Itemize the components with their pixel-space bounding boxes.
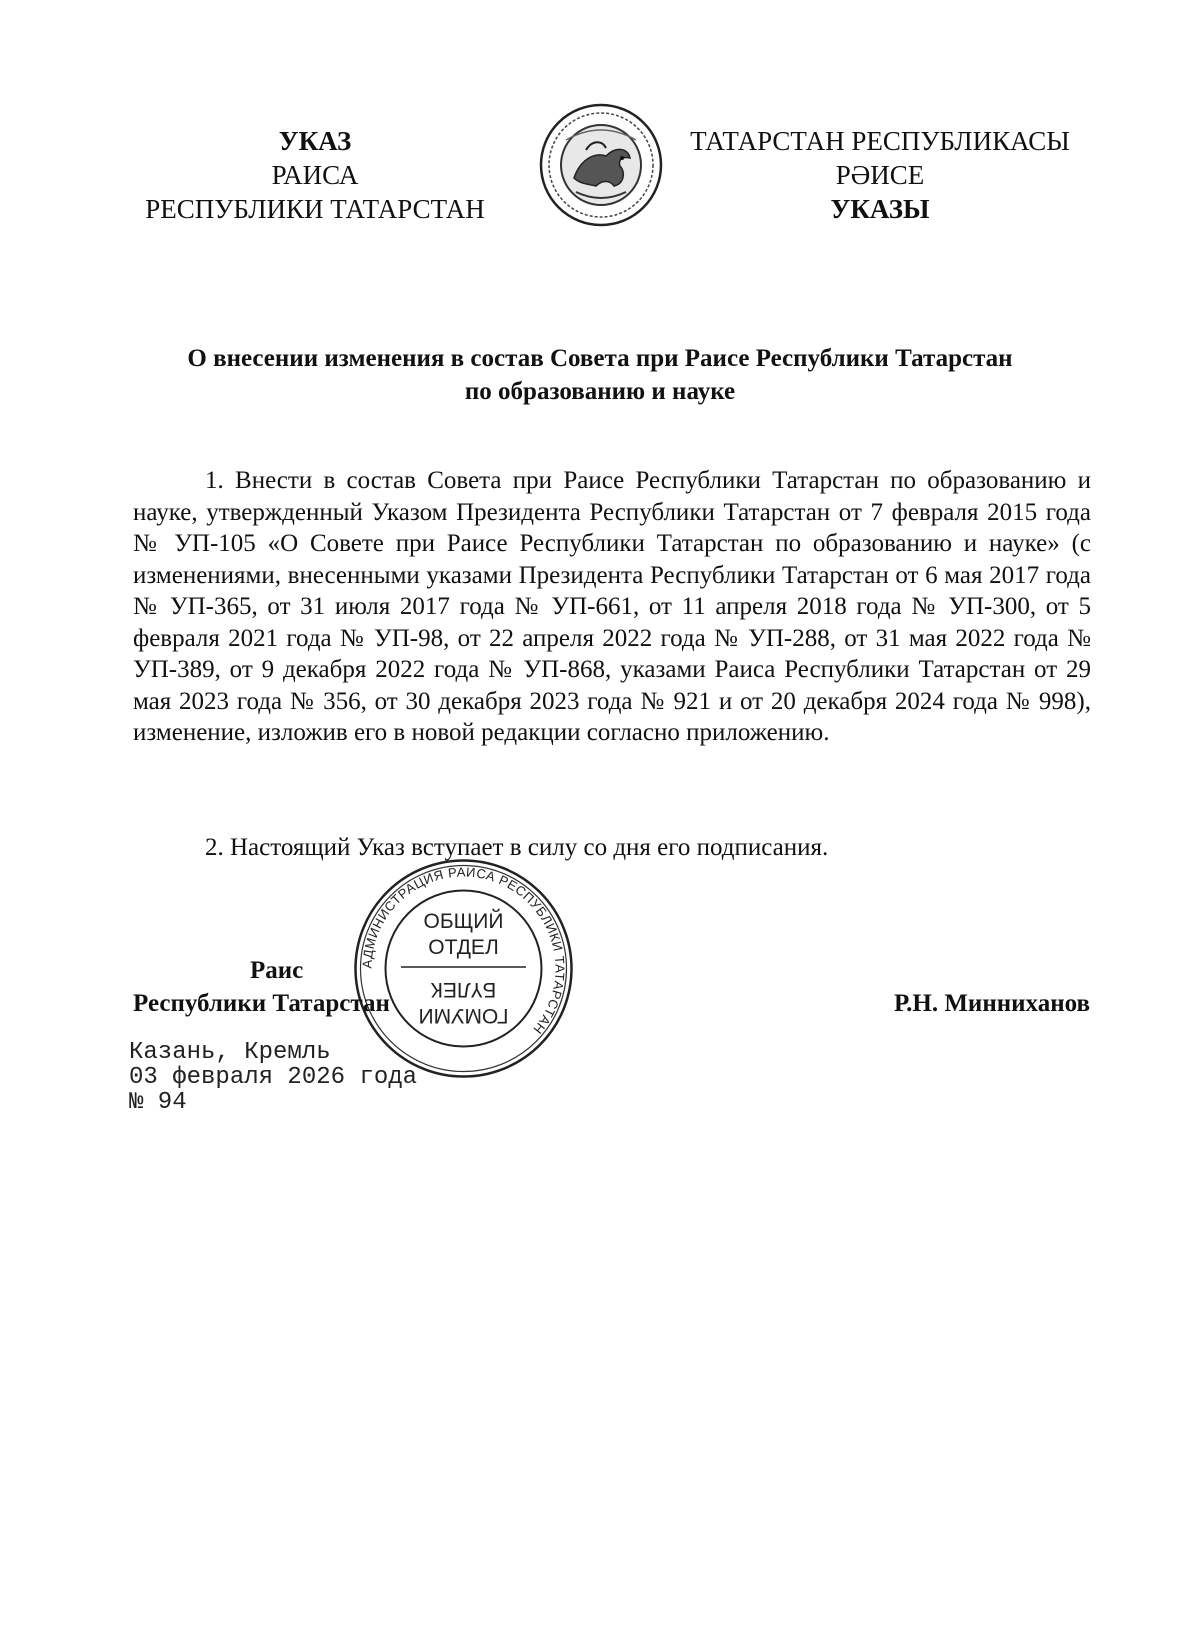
header-right [670,124,1090,226]
stamp-inner-top2: ОТДЕЛ [428,936,499,959]
signature-name: Р.Н. Минниханов [893,990,1090,1017]
header-left [120,124,510,226]
signature-position-line1: Раис [250,957,304,984]
title-line2: по образованию и науке [464,378,736,405]
stamp-inner-bottom2: БҮЛЕК [430,978,497,1001]
body-paragraph-2: 2. Настоящий Указ вступает в силу со дня его подписания. [205,834,829,861]
header-left-line2: РАИСА [271,160,359,190]
issued-block [129,1040,417,1115]
header-right-line1: ТАТАРСТАН РЕСПУБЛИКАСЫ [690,126,1070,156]
title-line1: О внесении изменения в состав Совета при Раисе Республики Татарстан [187,345,1013,372]
header-right-line3: УКАЗЫ [830,194,930,224]
header-left-line3: РЕСПУБЛИКИ ТАТАРСТАН [145,194,485,224]
issued-place: Казань, Кремль [129,1039,331,1066]
header-right-line2: РӘИСЕ [835,160,925,190]
body-paragraph-1: 1. Внести в состав Совета при Раисе Республики Татарстан по образованию и науке, утвержденный Указом Президента Республики Татарстан от 7 февраля 2015 года № УП-105 «О Совете при Раисе Республики Татарстан по образованию и науке» (с изменениями, внесенными указами Президента Республики Татарстан от 6 мая 2017 года № УП-365, от 31 июля 2017 года № УП-661, от 11 апреля 2018 года № УП-300, от 5 февраля 2021 года № УП-98, от 22 апреля 2022 года № УП-288, от 31 мая 2022 года № УП-389, от 9 декабря 2022 года № УП-868, указами Раиса Республики Татарстан от 29 мая 2023 года № 356, от 30 декабря 2023 года № 921 и от 20 декабря 2024 года № 998), изменение, изложив его в новой редакции согласно приложению. [133,467,1091,746]
stamp-inner-bottom1: ГОМУМИ [418,1004,509,1027]
stamp-ring-text: АДМИНИСТРАЦИЯ РАИСА РЕСПУБЛИКИ ТАТАРСТАН [359,864,568,1038]
header-left-line1: УКАЗ [278,126,352,156]
issued-date: 03 февраля 2026 года [129,1064,418,1091]
signature-position [133,954,453,1020]
tatarstan-emblem-icon [536,100,666,230]
signature-position-line2: Республики Татарстан [133,990,390,1017]
stamp-inner-top1: ОБЩИЙ [423,910,504,933]
issued-number: № 94 [129,1089,187,1116]
document-title [110,342,1090,408]
